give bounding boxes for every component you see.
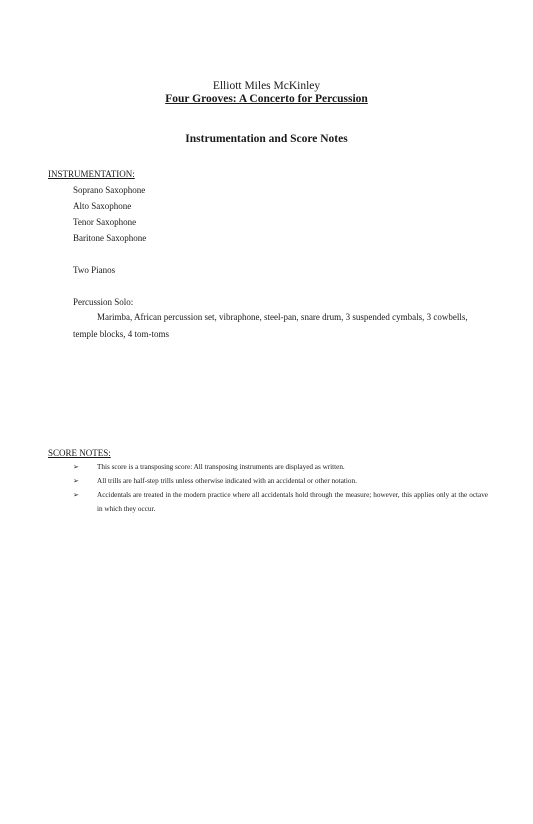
instrument-soprano-sax: Soprano Saxophone (73, 185, 146, 195)
score-note-item (48, 488, 488, 516)
instrument-tenor-sax: Tenor Saxophone (73, 217, 137, 227)
percussion-instrument-list: Marimba, African percussion set, vibraphone, steel-pan, snare drum, 3 suspended cymbals, 3 cowbells, temple blocks, 4 tom-toms (73, 312, 468, 339)
score-note-item (48, 474, 488, 488)
instrument-alto-sax: Alto Saxophone (73, 201, 132, 211)
instrument-baritone-sax: Baritone Saxophone (73, 233, 147, 243)
arrow-bullet-icon: ➢ (73, 491, 80, 499)
instrument-pianos: Two Pianos (73, 265, 116, 275)
score-notes-label: SCORE NOTES: (48, 448, 111, 458)
score-note-text: This score is a transposing score: All transposing instruments are displayed as written. (97, 463, 345, 471)
work-title: Four Grooves: A Concerto for Percussion (165, 93, 368, 105)
score-note-text: All trills are half-step trills unless otherwise indicated with an accidental or other notation. (97, 477, 357, 485)
instrumentation-label: INSTRUMENTATION: (48, 169, 135, 179)
page-heading: Instrumentation and Score Notes (185, 133, 348, 145)
score-note-text: Accidentals are treated in the modern practice where all accidentals hold through the measure; however, this applies only at the octave in which they occur. (97, 491, 488, 513)
composer-name: Elliott Miles McKinley (212, 80, 321, 92)
score-note-item (48, 460, 488, 474)
percussion-solo-label: Percussion Solo: (73, 297, 134, 307)
arrow-bullet-icon: ➢ (73, 477, 80, 485)
arrow-bullet-icon: ➢ (73, 463, 80, 471)
score-notes-list (48, 460, 488, 516)
